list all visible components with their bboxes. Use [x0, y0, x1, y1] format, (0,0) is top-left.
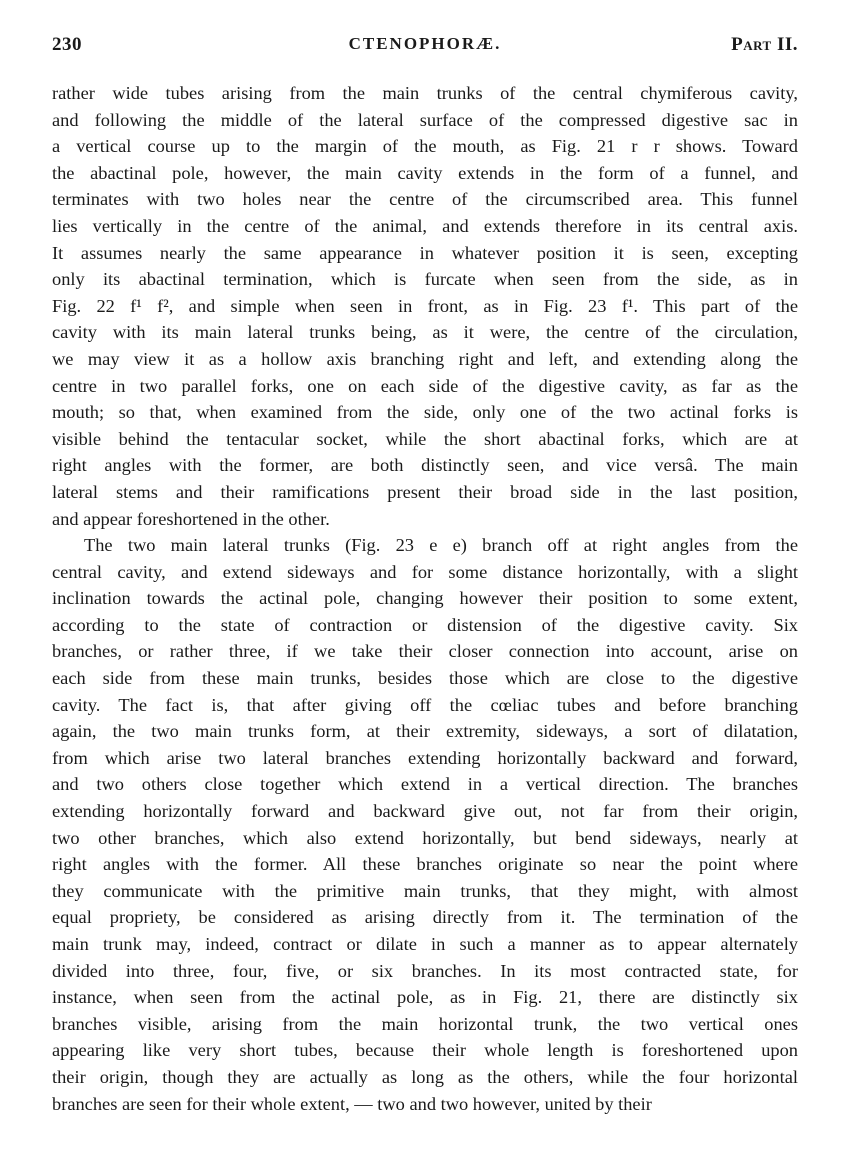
- text-line: according to the state of contraction or distension of the digestive cavity. Six: [52, 614, 798, 635]
- text-line: branches visible, arising from the main horizontal trunk, the two vertical ones: [52, 1013, 798, 1034]
- text-line: we may view it as a hollow axis branching right and left, and extending along the: [52, 348, 798, 369]
- text-line: only its abactinal termination, which is furcate when seen from the side, as in: [52, 269, 798, 290]
- text-line: and appear foreshortened in the other.: [52, 508, 330, 529]
- text-line: central cavity, and extend sideways and for some distance horizontally, with a slight: [52, 561, 798, 582]
- text-line: two other branches, which also extend horizontally, but bend sideways, nearly at: [52, 827, 798, 848]
- text-line: their origin, though they are actually as long as the others, while the four horizontal: [52, 1066, 798, 1087]
- text-line: visible behind the tentacular socket, while the short abactinal forks, which are at: [52, 428, 798, 449]
- text-line: rather wide tubes arising from the main trunks of the central chymiferous cavity,: [52, 83, 798, 103]
- text-line: cavity. The fact is, that after giving off the cœliac tubes and before branching: [52, 694, 798, 715]
- text-line: a vertical course up to the margin of the mouth, as Fig. 21 r r shows. Toward: [52, 136, 798, 157]
- paragraph: [52, 80, 798, 532]
- text-line: lateral stems and their ramifications present their broad side in the last position,: [52, 481, 798, 502]
- text-line: the abactinal pole, however, the main cavity extends in the form of a funnel, and: [52, 162, 798, 183]
- text-line: each side from these main trunks, besides those which are close to the digestive: [52, 668, 798, 689]
- text-line: right angles with the former. All these branches originate so near the point where: [52, 854, 798, 875]
- text-line: from which arise two lateral branches extending horizontally backward and forward,: [52, 747, 798, 768]
- text-line: and two others close together which extend in a vertical direction. The branches: [52, 774, 798, 795]
- text-line: and following the middle of the lateral surface of the compressed digestive sac in: [52, 109, 798, 130]
- text-line: extending horizontally forward and backward give out, not far from their origin,: [52, 801, 798, 822]
- text-line: Fig. 22 f¹ f², and simple when seen in front, as in Fig. 23 f¹. This part of the: [52, 295, 798, 316]
- text-line: they communicate with the primitive main trunks, that they might, with almost: [52, 880, 798, 901]
- text-line: again, the two main trunks form, at their extremity, sideways, a sort of dilatation,: [52, 721, 798, 742]
- text-line: It assumes nearly the same appearance in whatever position it is seen, excepting: [52, 242, 798, 263]
- text-line: terminates with two holes near the centre of the circumscribed area. This funnel: [52, 189, 798, 210]
- text-line: main trunk may, indeed, contract or dilate in such a manner as to appear alternately: [52, 934, 798, 954]
- text-line: centre in two parallel forks, one on each side of the digestive cavity, as far as the: [52, 375, 798, 396]
- running-title: CTENOPHORÆ.: [348, 34, 502, 53]
- paragraph: [52, 532, 798, 1117]
- text-line: branches are seen for their whole extent, — two and two however, united by their: [52, 1093, 652, 1114]
- text-line: The two main lateral trunks (Fig. 23 e e) branch off at right angles from the: [84, 535, 798, 556]
- text-line: mouth; so that, when examined from the side, only one of the two actinal forks is: [52, 402, 798, 423]
- page-number: 230: [52, 34, 82, 55]
- text-line: inclination towards the actinal pole, changing however their position to some extent,: [52, 588, 798, 609]
- text-line: lies vertically in the centre of the animal, and extends therefore in its central axis.: [52, 215, 798, 236]
- text-line: cavity with its main lateral trunks being, as it were, the centre of the circulation,: [52, 322, 798, 343]
- text-line: right angles with the former, are both distinctly seen, and vice versâ. The main: [52, 455, 798, 476]
- page-header: [52, 34, 798, 64]
- text-line: appearing like very short tubes, because their whole length is foreshortened upon: [52, 1040, 798, 1061]
- text-line: divided into three, four, five, or six branches. In its most contracted state, for: [52, 960, 798, 981]
- text-line: instance, when seen from the actinal pole, as in Fig. 21, there are distinctly six: [52, 987, 798, 1008]
- part-label: Part II.: [731, 34, 798, 55]
- body-text: [52, 80, 798, 1117]
- text-line: branches, or rather three, if we take their closer connection into account, arise on: [52, 641, 798, 662]
- text-line: equal propriety, be considered as arising directly from it. The termination of the: [52, 907, 798, 928]
